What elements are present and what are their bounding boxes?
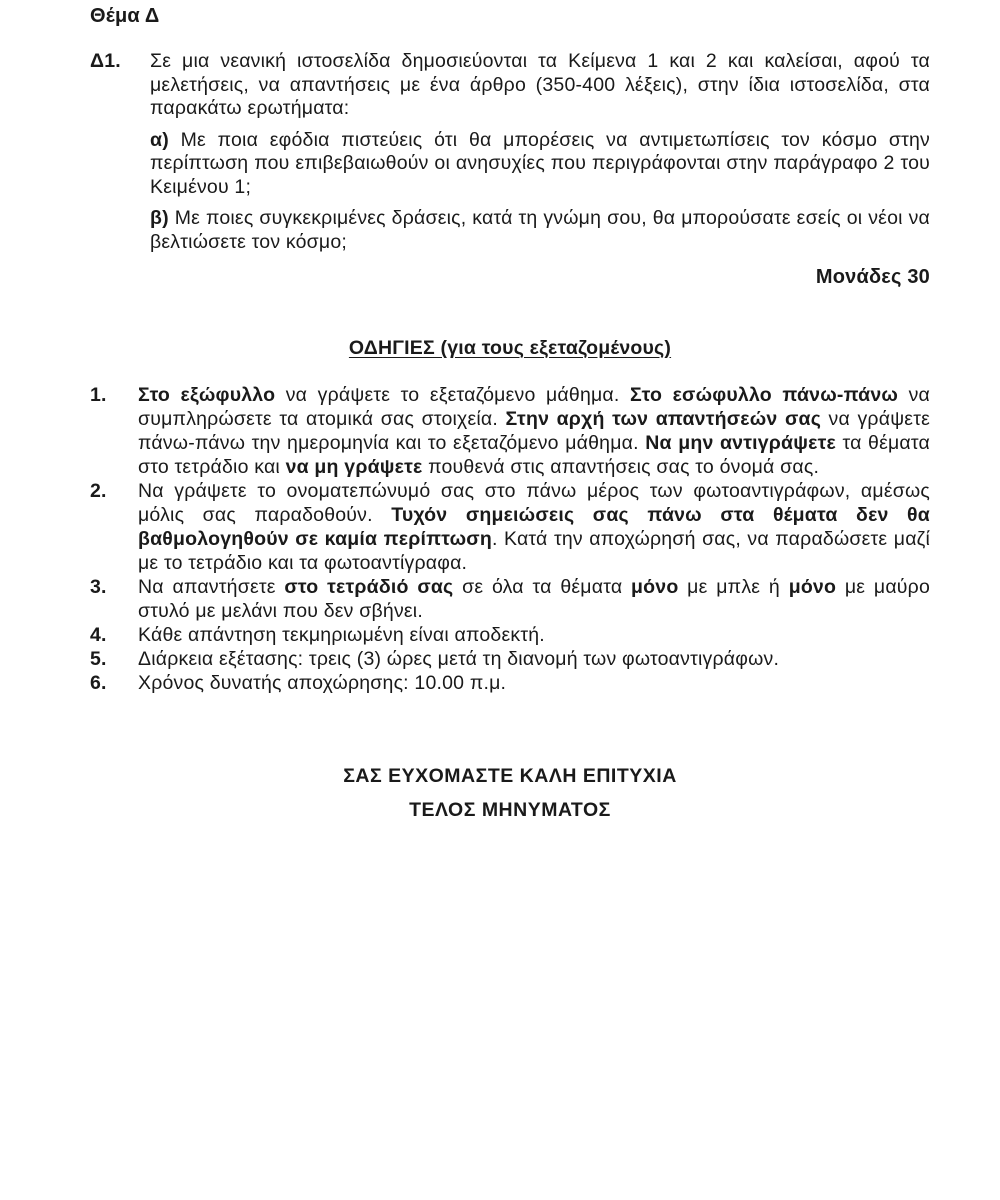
instruction-emphasis: Στο εξώφυλλο [138, 384, 276, 406]
instruction-emphasis: Στο εσώφυλλο πάνω-πάνω [630, 384, 899, 406]
instruction-text: Διάρκεια εξέτασης: τρεις (3) ώρες μετά τη διανομή των φωτοαντιγράφων. [138, 648, 780, 670]
instruction-item [90, 671, 930, 695]
instruction-emphasis: Να μην αντιγράψετε [645, 432, 836, 454]
instructions-title-text: ΟΔΗΓΙΕΣ (για τους εξεταζομένους) [348, 337, 672, 359]
instruction-text: σε όλα τα θέματα [453, 576, 632, 598]
instruction-item [90, 575, 930, 623]
instruction-emphasis: να μη γράψετε [285, 456, 423, 478]
subquestion-a-label: α) [150, 128, 169, 151]
instruction-text: να γράψετε το εξεταζόμενο μάθημα. [275, 384, 631, 406]
instruction-emphasis: Στην αρχή των απαντήσεών σας [505, 408, 822, 430]
instruction-text: Κάθε απάντηση τεκμηριωμένη είναι αποδεκτή. [138, 624, 545, 646]
instruction-text: να γράψετε πάνω-πάνω την ημερομηνία και το εξεταζόμενο μάθημα. [138, 408, 930, 454]
question-d1 [90, 50, 930, 254]
instruction-item [90, 647, 930, 671]
instruction-number: 5. [90, 648, 107, 670]
instruction-number: 2. [90, 480, 107, 502]
subquestion-b-text: Με ποιες συγκεκριμένες δράσεις, κατά τη γνώμη σου, θα μπορούσατε εσείς οι νέοι να βελτιώσετε τον κόσμο; [150, 207, 930, 253]
instructions-list [90, 383, 930, 695]
instruction-text: τα θέματα στο τετράδιο και [138, 432, 930, 478]
points-label: Μονάδες 30 [815, 266, 930, 288]
instruction-text: Να απαντήσετε [138, 576, 285, 598]
instructions-title [90, 336, 930, 360]
subquestion-a [150, 129, 930, 200]
instruction-emphasis: μόνο [788, 576, 837, 598]
instruction-text: Χρόνος δυνατής αποχώρησης: 10.00 π.μ. [138, 672, 507, 694]
instruction-number: 4. [90, 624, 107, 646]
instruction-emphasis: στο τετράδιό σας [284, 576, 454, 598]
instruction-number: 3. [90, 576, 107, 598]
instruction-item [90, 623, 930, 647]
question-d1-label: Δ1. [90, 50, 121, 72]
instruction-text: να συμπληρώσετε τα ατομικά σας στοιχεία. [138, 384, 931, 430]
instruction-text: . Κατά την αποχώρησή σας, να παραδώσετε μαζί με το τετράδιο και τα φωτοαντίγραφα. [138, 528, 930, 574]
theme-title: Θέμα Δ [90, 5, 160, 27]
subquestion-b [150, 207, 930, 254]
instruction-item [90, 479, 930, 575]
question-d1-text: Σε μια νεανική ιστοσελίδα δημοσιεύονται τα Κείμενα 1 και 2 και καλείσαι, αφού τα μελετήσεις, να απαντήσεις με ένα άρθρο (350-400 λέξεις), στην ίδια ιστοσελίδα, στα παρακάτω ερωτήματα: [150, 50, 930, 119]
instruction-text: με μαύρο στυλό με μελάνι που δεν σβήνει. [138, 576, 930, 622]
instruction-emphasis: μόνο [631, 576, 679, 598]
instruction-text: με μπλε ή [678, 576, 789, 598]
subquestion-b-label: β) [150, 207, 169, 229]
instruction-number: 6. [90, 672, 107, 694]
instruction-item [90, 383, 930, 479]
closing-wish: ΣΑΣ ΕΥΧΟΜΑΣΤΕ ΚΑΛΗ ΕΠΙΤΥΧΙΑ [343, 765, 677, 787]
instruction-text: Να γράψετε το ονοματεπώνυμό σας στο πάνω μέρος των φωτοαντιγράφων, αμέσως μόλις σας παραδοθούν. [138, 480, 930, 526]
instruction-emphasis: Τυχόν σημειώσεις σας πάνω στα θέματα δεν θα βαθμολογηθούν σε καμία περίπτωση [138, 504, 930, 550]
subquestion-a-text: Με ποια εφόδια πιστεύεις ότι θα μπορέσεις να αντιμετωπίσεις τον κόσμο στην περίπτωση που επιβεβαιωθούν οι ανησυχίες που περιγράφονται στην παράγραφο 2 του Κειμένου 1; [150, 128, 930, 198]
instruction-number: 1. [90, 384, 107, 406]
instruction-text: πουθενά στις απαντήσεις σας το όνομά σας. [422, 456, 820, 478]
closing-end: ΤΕΛΟΣ ΜΗΝΥΜΑΤΟΣ [409, 799, 611, 821]
